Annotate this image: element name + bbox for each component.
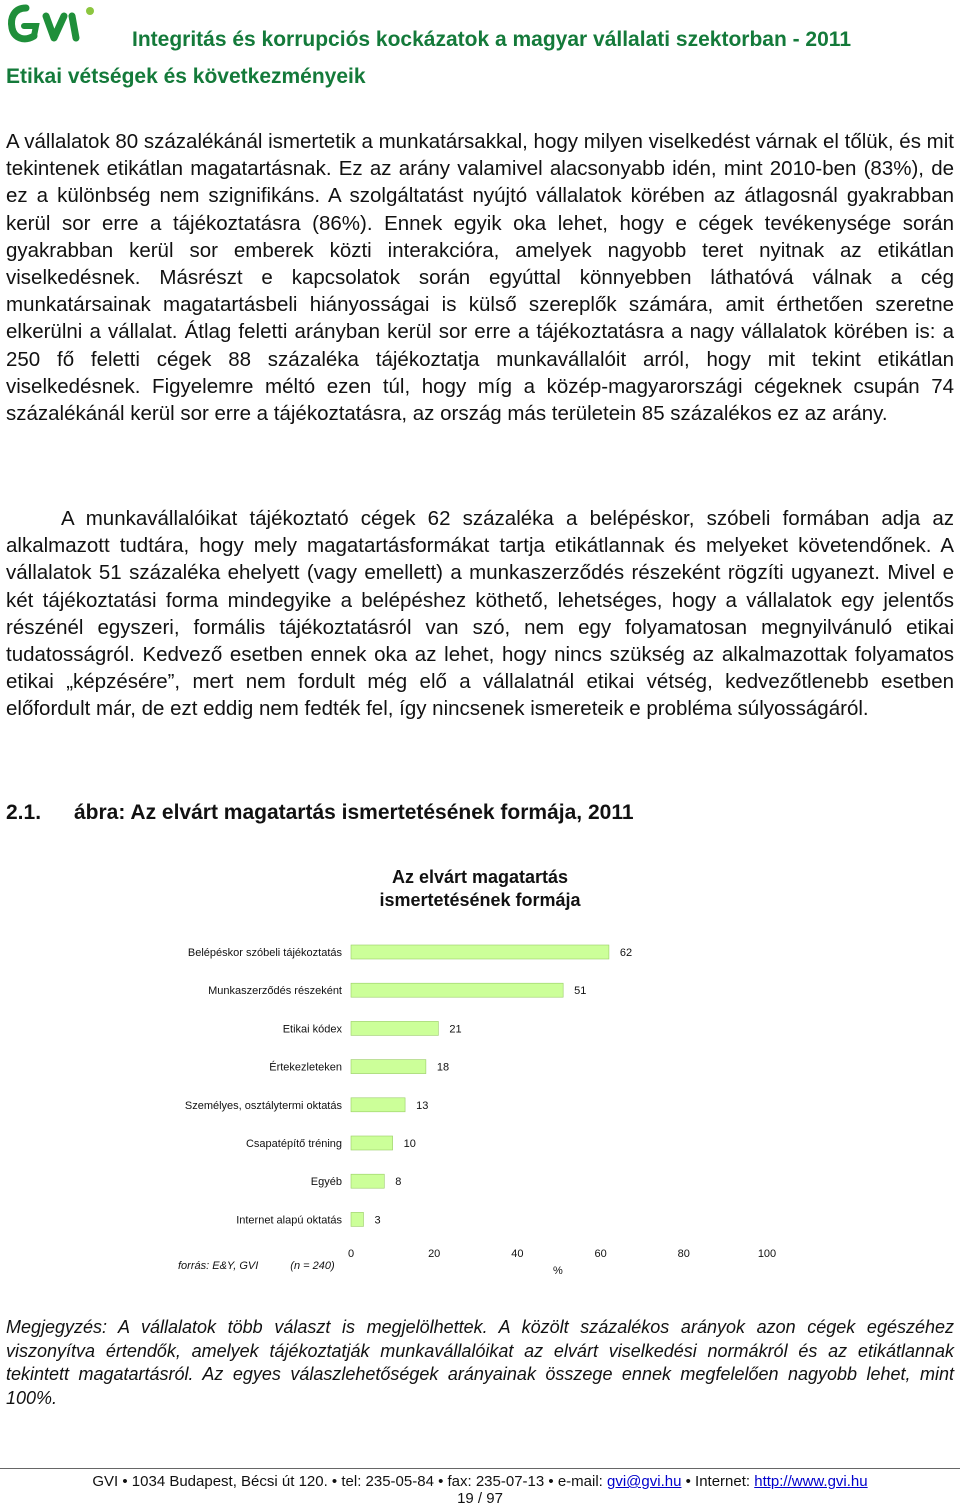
category-label-munkaszerzodes-reszekent: Munkaszerződés részeként xyxy=(208,985,342,998)
category-label-etikai-kodex: Etikai kódex xyxy=(282,1023,342,1036)
chart-title-line-1: Az elvárt magatartás xyxy=(391,867,569,887)
bar-internet-alapu-oktatas xyxy=(351,1212,363,1226)
value-label-etikai-kodex: 21 xyxy=(449,1023,462,1036)
value-label-belepeskor-szobeli-tajekoztatas: 62 xyxy=(619,947,633,959)
body-paragraph-2: A munkavállalóikat tájékoztató cégek 62 százaléka a belépéskor, szóbeli formában adja az alkalmazott tudtára, hogy mely magatartásformákat tartja etikátlannak és melyeket követendőnek. A vállalatok 51 százaléka ehelyett (vagy emellett) a munkaszerződés részeként rögzíti ugyanezt. Mivel e két tájékoztatási forma mindegyike a belépéshez köthető, lehetséges, hogy a vállalatok egy jelentős részénél egyszeri, formális tájékoztatásról van szó, nem egy folyamatosan megnyilvánuló etikai tudatosságról. Kedvező esetben ennek oka az lehet, hogy nincs szükség az alkalmazottak folyamatos etikai „képzésére”, mert nem fordult még elő a vállalatnál etikai vétség, kedvezőtlenebb esetben előfordult már, de ezt eddig nem fedték fel, így nincsenek ismereteik e probléma súlyosságáról. xyxy=(6,507,954,721)
category-label-belepeskor-szobeli-tajekoztatas: Belépéskor szóbeli tájékoztatás xyxy=(187,947,342,959)
x-tick-100: 100 xyxy=(757,1248,777,1260)
category-label-ertekezleteken: Értekezleteken xyxy=(269,1061,342,1074)
body-paragraph-1: A vállalatok 80 százalékánál ismertetik a munkatársakkal, hogy milyen viselkedést várnak el tőlük, és mit tekintenek etikátlan magatartásnak. Ez az arány valamivel alacsonyabb idén, mint 2010-ben (83%), de ez a különbség nem szignifikáns. A szolgáltatást nyújtó vállalatok körében az átlagosnál gyakrabban kerül sor erre a tájékoztatásra (86%). Ennek egyik oka lehet, hogy e cégek tevékenysége során gyakrabban kerül sor emberek közti interakcióra, amelyek nagyobb teret nyitnak az etikátlan viselkedésnek. Másrészt e kapcsolatok során egyúttal könnyebben láthatóvá válnak a cég munkatársainak magatartásbeli hiányosságai is külső szereplők számára, amit érthetően szeretne elkerülni a vállalat. Átlag feletti arányban kerül sor erre a tájékoztatásra a nagy vállalatok körében is: a 250 fő feletti cégek 88 százaléka tájékoztatja munkavállalóit arról, hogy mit tekint etikátlan viselkedésnek. Figyelemre méltó ezen túl, hogy míg a közép-magyarországi cégeknek csupán 74 százalékánál kerül sor erre a tájékoztatásra, az ország más területein 85 százalékos ez az arány. xyxy=(6,130,954,426)
bar-belepeskor-szobeli-tajekoztatas xyxy=(351,945,609,959)
category-label-egyeb: Egyéb xyxy=(310,1176,342,1189)
footer xyxy=(0,1473,960,1490)
value-label-szemelyes-osztalytermi-oktatas: 13 xyxy=(416,1099,429,1112)
category-label-csapatepito-trening: Csapatépítő tréning xyxy=(245,1138,342,1150)
bar-csapatepito-trening xyxy=(351,1136,393,1150)
footer-website-link[interactable]: http://www.gvi.hu xyxy=(754,1473,868,1490)
footer-email-link[interactable]: gvi@gvi.hu xyxy=(607,1473,682,1490)
category-label-internet-alapu-oktatas: Internet alapú oktatás xyxy=(236,1214,342,1227)
chart-title-line-2: ismertetésének formája xyxy=(379,890,581,910)
x-axis-unit: % xyxy=(553,1265,563,1277)
bar-ertekezleteken xyxy=(351,1060,426,1074)
x-tick-40: 40 xyxy=(511,1248,524,1260)
chart-note: Megjegyzés: A vállalatok több választ is megjelölhettek. A közölt százalékos arányok azon cégek egészéhez viszonyítva értendők, amelyek tájékoztatják munkavállalóikat az elvárt viselkedési normákról és az etikátlannak tekintett magatartásról. Az egyes válaszlehetőségek arányainak összege ennek megfelelően nagyobb lehet, mint 100%. xyxy=(6,1317,954,1408)
sample-size: (n = 240) xyxy=(290,1260,335,1272)
x-tick-20: 20 xyxy=(428,1248,441,1260)
chart-source xyxy=(178,1260,335,1272)
x-tick-60: 60 xyxy=(594,1248,607,1260)
x-tick-0: 0 xyxy=(347,1248,355,1260)
section-title: Etikai vétségek és következményeik xyxy=(6,65,366,88)
category-label-szemelyes-osztalytermi-oktatas: Személyes, osztálytermi oktatás xyxy=(184,1099,342,1112)
footer-contact: GVI • 1034 Budapest, Bécsi út 120. • tel: 235-05-84 • fax: 235-07-13 • e-mail: xyxy=(92,1473,607,1490)
bar-chart xyxy=(0,930,960,1260)
figure-caption-text: ábra: Az elvárt magatartás ismertetésének formája, 2011 xyxy=(74,801,634,824)
value-label-internet-alapu-oktatas: 3 xyxy=(374,1214,381,1227)
footer-divider xyxy=(0,1468,960,1469)
value-label-munkaszerzodes-reszekent: 51 xyxy=(574,985,587,998)
source-text: forrás: E&Y, GVI xyxy=(178,1260,259,1272)
chart-title xyxy=(355,866,605,912)
bar-szemelyes-osztalytermi-oktatas xyxy=(351,1098,405,1112)
x-tick-80: 80 xyxy=(677,1248,690,1260)
gvi-logo xyxy=(6,2,98,46)
footer-internet-label: • Internet: xyxy=(681,1473,755,1490)
bar-etikai-kodex xyxy=(351,1021,438,1035)
bar-munkaszerzodes-reszekent xyxy=(351,983,563,997)
page-number: 19 / 97 xyxy=(457,1490,503,1507)
figure-number: 2.1. xyxy=(6,801,42,824)
value-label-ertekezleteken: 18 xyxy=(436,1061,450,1074)
value-label-egyeb: 8 xyxy=(395,1176,402,1189)
bar-egyeb xyxy=(351,1174,384,1188)
figure-caption xyxy=(6,801,634,825)
value-label-csapatepito-trening: 10 xyxy=(403,1138,416,1150)
document-title: Integritás és korrupciós kockázatok a magyar vállalati szektorban - 2011 xyxy=(132,28,851,51)
